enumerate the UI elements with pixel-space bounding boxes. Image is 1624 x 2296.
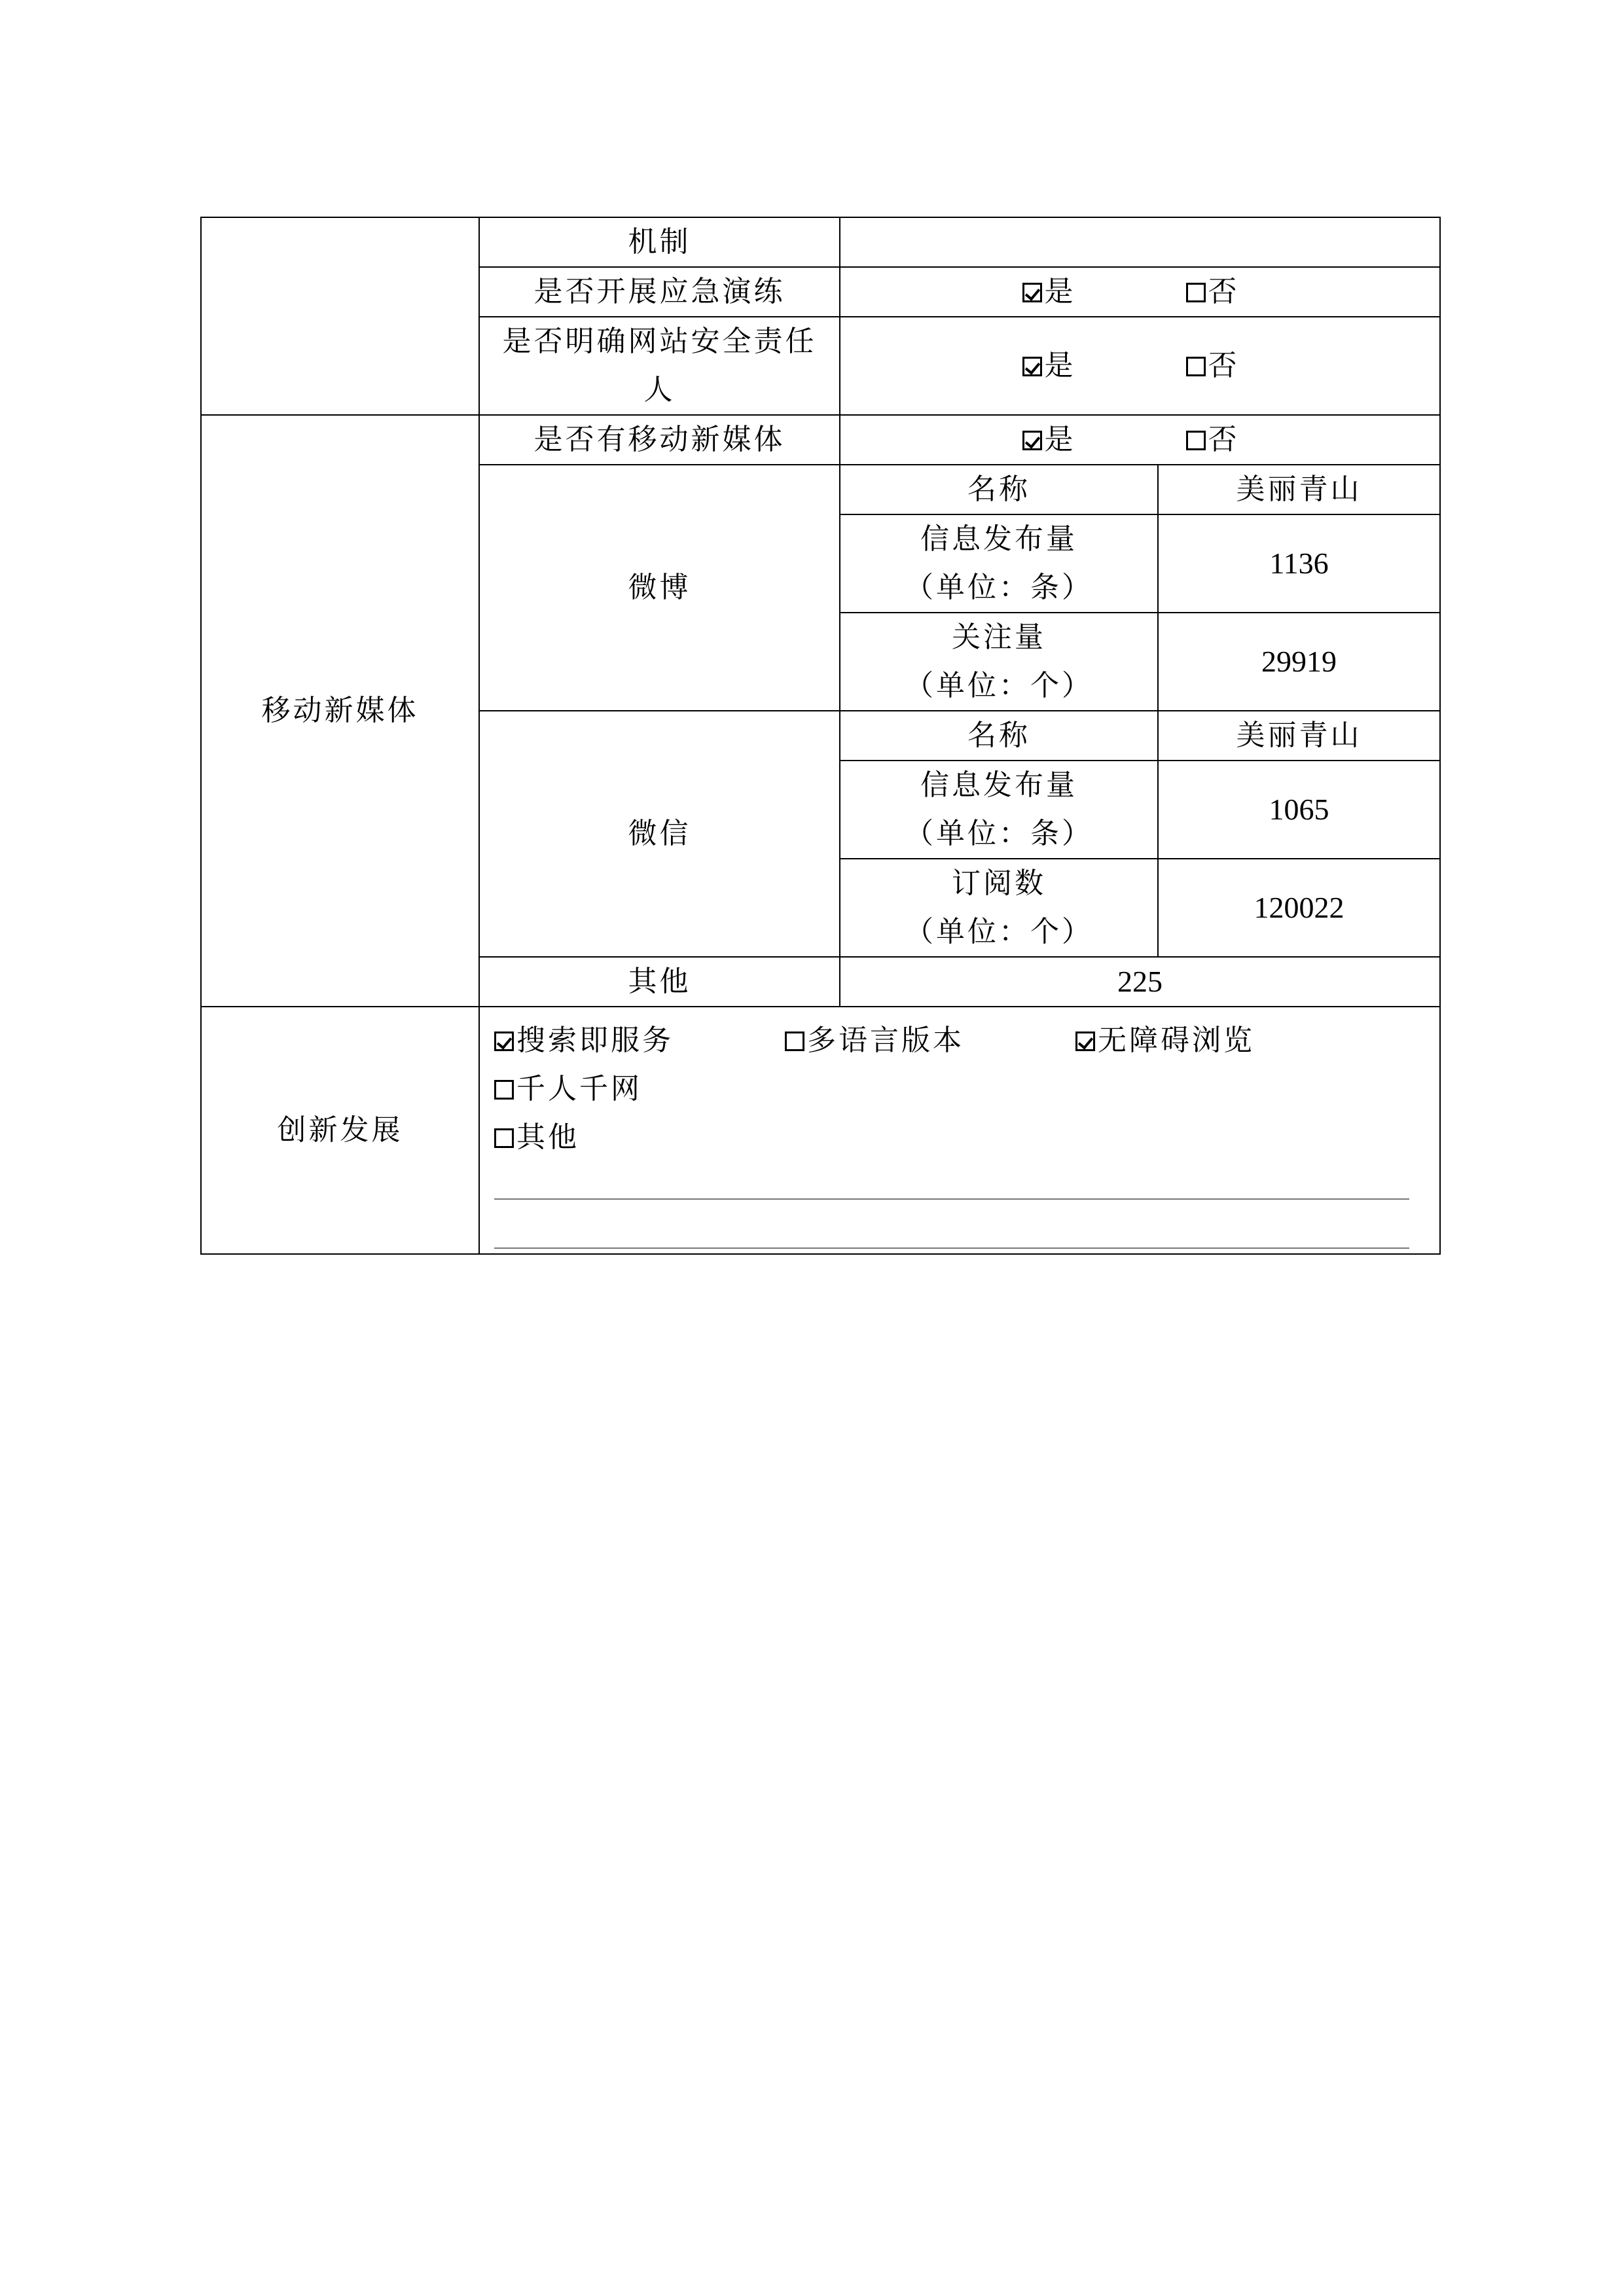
option-label: 千人千网 [516,1072,642,1105]
responsible-label [479,317,840,415]
yes-label: 是 [1044,423,1076,456]
wechat-label: 微信 [479,711,840,957]
innovation-line-3 [494,1113,1425,1162]
has-mobile-yes-option[interactable] [1022,416,1186,464]
checked-box-icon [1022,431,1042,450]
option-label: 其他 [516,1121,579,1154]
wechat-posts-label-line2: （单位：条） [905,817,1093,850]
unchecked-box-icon [494,1080,514,1100]
drill-no-option[interactable] [1186,268,1258,316]
group-cell-empty [201,217,479,415]
wechat-posts-value: 1065 [1158,761,1440,859]
weibo-posts-label [840,514,1158,613]
drill-yes-option[interactable] [1022,268,1186,316]
responsible-label-line2: 人 [643,373,676,406]
other-label: 其他 [479,957,840,1007]
innovation-line-1 [494,1016,1425,1065]
wechat-sub-value: 120022 [1158,859,1440,957]
fill-in-line-1[interactable] [494,1198,1409,1200]
wechat-sub-label-line1: 订阅数 [952,867,1046,900]
wechat-sub-label [840,859,1158,957]
responsible-label-line1: 是否明确网站安全责任 [502,325,817,358]
unchecked-box-icon [785,1031,804,1051]
mobile-group-label: 移动新媒体 [201,415,479,1007]
no-label: 否 [1208,349,1240,382]
responsible-no-option[interactable] [1186,342,1258,390]
wechat-name-value: 美丽青山 [1158,711,1440,761]
innovation-options [479,1007,1440,1254]
innovation-line-2 [494,1065,1425,1113]
option-label: 无障碍浏览 [1098,1024,1255,1057]
fill-in-line-2[interactable] [494,1247,1409,1249]
unchecked-box-icon [494,1128,514,1148]
weibo-follow-value: 29919 [1158,613,1440,711]
weibo-follow-label [840,613,1158,711]
unchecked-box-icon [1186,357,1206,376]
wechat-sub-label-line2: （单位：个） [905,915,1093,948]
unchecked-box-icon [1186,283,1206,302]
checked-box-icon [1022,283,1042,302]
wechat-posts-label-line1: 信息发布量 [920,768,1077,802]
option-label: 多语言版本 [807,1024,964,1057]
checked-box-icon [1075,1031,1095,1051]
weibo-posts-label-line2: （单位：条） [905,571,1093,604]
weibo-label: 微博 [479,465,840,711]
other-value: 225 [840,957,1440,1007]
weibo-name-label: 名称 [840,465,1158,514]
responsible-yes-option[interactable] [1022,342,1186,390]
has-mobile-no-option[interactable] [1186,416,1258,464]
drill-label: 是否开展应急演练 [479,267,840,317]
mechanism-value [840,217,1440,267]
responsible-options [840,317,1440,415]
report-table [200,217,1441,1255]
has-mobile-options [840,415,1440,465]
has-mobile-label: 是否有移动新媒体 [479,415,840,465]
unchecked-box-icon [1186,431,1206,450]
innovation-label: 创新发展 [201,1007,479,1254]
weibo-name-value: 美丽青山 [1158,465,1440,514]
yes-label: 是 [1044,349,1076,382]
wechat-name-label: 名称 [840,711,1158,761]
weibo-follow-label-line1: 关注量 [952,620,1046,654]
no-label: 否 [1208,275,1240,308]
mechanism-label: 机制 [479,217,840,267]
weibo-follow-label-line2: （单位：个） [905,669,1093,702]
innovation-option-search-service[interactable] [494,1016,785,1065]
innovation-option-other[interactable] [494,1113,579,1162]
checked-box-icon [1022,357,1042,376]
wechat-posts-label [840,761,1158,859]
drill-options [840,267,1440,317]
weibo-posts-value: 1136 [1158,514,1440,613]
innovation-option-accessibility[interactable] [1075,1016,1255,1065]
report-table-page [200,217,1439,1255]
innovation-option-multilanguage[interactable] [785,1016,1075,1065]
innovation-option-personalized[interactable] [494,1065,642,1113]
yes-label: 是 [1044,275,1076,308]
weibo-posts-label-line1: 信息发布量 [920,522,1077,556]
option-label: 搜索即服务 [516,1024,674,1057]
checked-box-icon [494,1031,514,1051]
no-label: 否 [1208,423,1240,456]
